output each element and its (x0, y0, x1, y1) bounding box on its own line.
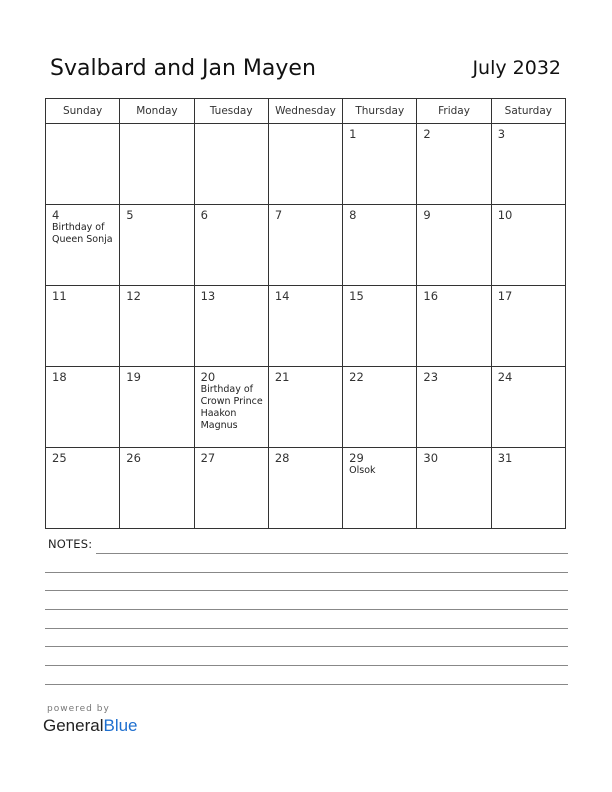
weekday-monday: Monday (120, 99, 194, 124)
calendar-day-cell (120, 205, 194, 286)
calendar-week-row (46, 124, 566, 205)
calendar-day-cell (194, 367, 268, 448)
brand-blue: Blue (103, 716, 138, 735)
day-number: 5 (126, 208, 134, 222)
day-number: 19 (126, 370, 141, 384)
day-number: 22 (349, 370, 364, 384)
calendar-day-cell (417, 286, 491, 367)
calendar-day-cell (120, 286, 194, 367)
day-number: 13 (200, 289, 216, 303)
calendar-day-cell (120, 367, 194, 448)
weekday-sunday: Sunday (46, 99, 120, 124)
calendar-day-cell (46, 205, 120, 286)
calendar-day-cell (343, 286, 417, 367)
day-number: 17 (497, 289, 513, 303)
calendar-day-cell (417, 124, 491, 205)
holiday-event: Birthday of Queen Sonja (52, 222, 113, 245)
calendar-day-cell (491, 286, 565, 367)
weekday-tuesday: Tuesday (194, 99, 268, 124)
calendar-day-cell (268, 286, 342, 367)
day-number: 30 (423, 451, 439, 465)
notes-line (45, 646, 568, 647)
day-number: 26 (126, 451, 141, 465)
calendar-day-cell (417, 205, 491, 286)
calendar-day-cell (268, 367, 342, 448)
calendar-day-cell (194, 124, 268, 205)
day-number: 21 (274, 370, 290, 384)
day-number: 20 (200, 370, 216, 384)
weekday-wednesday: Wednesday (268, 99, 342, 124)
notes-label: NOTES: (48, 537, 93, 551)
calendar-day-cell (343, 205, 417, 286)
calendar-day-cell (194, 286, 268, 367)
day-number: 6 (200, 208, 208, 222)
calendar-day-cell (46, 124, 120, 205)
day-number: 15 (349, 289, 364, 303)
weekday-friday: Friday (417, 99, 491, 124)
calendar-day-cell (268, 124, 342, 205)
calendar-day-cell (194, 205, 268, 286)
weekday-saturday: Saturday (491, 99, 565, 124)
calendar-day-cell (343, 124, 417, 205)
calendar-day-cell (46, 448, 120, 529)
weekday-header-row (46, 99, 566, 124)
day-number: 1 (349, 127, 357, 141)
calendar-week-row (46, 448, 566, 529)
day-number: 28 (274, 451, 290, 465)
day-number: 31 (497, 451, 513, 465)
calendar-day-cell (120, 448, 194, 529)
notes-line (45, 572, 568, 573)
calendar-week-row (46, 205, 566, 286)
day-number: 29 (349, 451, 364, 465)
calendar-day-cell (46, 286, 120, 367)
day-number: 24 (497, 370, 513, 384)
calendar-month: July 2032 (472, 57, 561, 79)
calendar-day-cell (343, 448, 417, 529)
calendar-week-row (46, 367, 566, 448)
calendar-grid (45, 98, 566, 529)
day-number: 9 (423, 208, 431, 222)
calendar-day-cell (194, 448, 268, 529)
calendar-day-cell (268, 448, 342, 529)
day-number: 2 (423, 127, 431, 141)
calendar-day-cell (491, 205, 565, 286)
day-number: 23 (423, 370, 439, 384)
weekday-thursday: Thursday (343, 99, 417, 124)
day-number: 4 (52, 208, 60, 222)
calendar-day-cell (491, 448, 565, 529)
calendar-day-cell (46, 367, 120, 448)
day-number: 16 (423, 289, 439, 303)
calendar-day-cell (417, 448, 491, 529)
day-number: 11 (52, 289, 67, 303)
notes-line (45, 609, 568, 610)
calendar-title: Svalbard and Jan Mayen (50, 56, 316, 81)
notes-line (45, 665, 568, 666)
day-number: 3 (497, 127, 506, 141)
day-number: 25 (52, 451, 67, 465)
brand-general: General (43, 716, 104, 735)
calendar-day-cell (268, 205, 342, 286)
notes-line (45, 684, 568, 685)
notes-line (96, 553, 568, 554)
calendar-day-cell (491, 124, 565, 205)
day-number: 8 (349, 208, 357, 222)
day-number: 10 (497, 208, 513, 222)
calendar-week-row (46, 286, 566, 367)
day-number: 27 (200, 451, 216, 465)
calendar-day-cell (417, 367, 491, 448)
calendar-day-cell (343, 367, 417, 448)
calendar-day-cell (120, 124, 194, 205)
day-number: 12 (126, 289, 141, 303)
generalblue-logo[interactable] (43, 716, 138, 736)
notes-line (45, 590, 568, 591)
day-number: 14 (274, 289, 290, 303)
holiday-event: Olsok (349, 465, 376, 476)
day-number: 7 (274, 208, 283, 222)
powered-by-text: powered by (47, 704, 110, 714)
holiday-event: Birthday of Crown Prince Haakon Magnus (200, 384, 263, 431)
calendar-day-cell (491, 367, 565, 448)
day-number: 18 (52, 370, 67, 384)
notes-line (45, 628, 568, 629)
